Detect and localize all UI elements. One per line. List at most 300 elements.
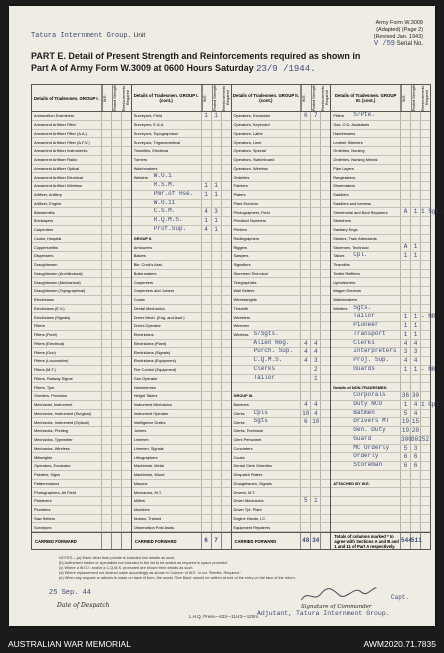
row-value: 10: [302, 409, 310, 417]
row-label: [232, 270, 302, 278]
row-value: [202, 331, 212, 339]
row-value: [301, 278, 311, 286]
row-value: [202, 270, 212, 278]
row-label-text: Sheetmetal and Boot Repairers: [333, 209, 388, 215]
row-value: 3: [311, 357, 321, 365]
table-row: [331, 515, 430, 524]
row-label: [32, 427, 102, 435]
carried-forward-value: [122, 533, 131, 549]
table-row: [331, 418, 430, 427]
table-row: [232, 375, 331, 384]
row-value: [321, 427, 330, 435]
row-label: [331, 252, 401, 260]
row-value: [411, 375, 421, 383]
table-row: [32, 313, 131, 322]
row-label-text: Joiners: [133, 428, 147, 434]
row-value: [321, 375, 330, 383]
row-label-text: Driver Tpt. Plant: [233, 507, 262, 513]
row-label-text: Operators, Excavator: [233, 113, 271, 119]
note-line: (c) Where a W.O.I. and/or a C.Q.M.S. promoted are shown their details as such.: [59, 566, 194, 570]
row-value: [122, 322, 131, 330]
carried-forward-value: [102, 533, 112, 549]
row-value: [421, 270, 430, 278]
row-label: [132, 261, 202, 269]
row-typed-entry: Cpls: [253, 409, 268, 416]
row-label: [132, 366, 202, 374]
carried-forward-row: [132, 532, 231, 549]
row-value: [122, 357, 131, 365]
row-value: [112, 305, 122, 313]
row-label-text: Welders: [333, 305, 348, 311]
table-row: [132, 480, 231, 489]
row-value: [421, 506, 430, 514]
row-value: [112, 278, 122, 286]
row-label: [132, 383, 202, 391]
row-value: [401, 182, 411, 190]
row-value: [122, 173, 131, 181]
row-label-text: Photographers, Air Field: [34, 489, 76, 495]
table-row: [132, 235, 231, 244]
row-label: [232, 418, 302, 426]
row-label-text: Cooks: [133, 297, 145, 303]
row-label-text: Electricians: [34, 297, 54, 303]
row-value: [311, 147, 321, 155]
row-value: [122, 331, 131, 339]
row-value: [411, 278, 421, 286]
row-value: [222, 331, 231, 339]
row-label: [32, 261, 102, 269]
carried-forward-row: [32, 532, 131, 549]
row-value: [222, 453, 231, 461]
row-value: [301, 156, 311, 164]
row-label: [132, 436, 202, 444]
row-value: [222, 182, 231, 190]
row-label: [132, 418, 202, 426]
row-value: [102, 471, 112, 479]
row-value: [202, 523, 212, 531]
row-value: [212, 305, 222, 313]
row-value: 19: [401, 427, 410, 434]
row-label: [132, 226, 202, 234]
row-value: [321, 331, 330, 339]
row-value: 1: [411, 252, 421, 260]
row-value: [102, 208, 112, 216]
row-label-text: Patternmakers: [34, 480, 60, 486]
row-value: [321, 523, 330, 531]
row-value: [102, 313, 112, 321]
row-value: [122, 305, 131, 313]
row-value: [112, 112, 122, 120]
row-label: [331, 305, 401, 313]
row-value: [122, 217, 131, 225]
row-label: [232, 348, 302, 356]
row-label: [132, 453, 202, 461]
row-value: [212, 523, 222, 531]
row-value: [222, 208, 231, 216]
row-value: [301, 331, 311, 339]
table-row: [32, 261, 131, 270]
row-label: [232, 515, 302, 523]
row-value: [421, 217, 430, 225]
table-row: [232, 340, 331, 349]
row-value: [321, 383, 330, 391]
row-value: 5: [401, 445, 411, 453]
row-label-text: Masons: [133, 480, 148, 486]
table-row: [232, 217, 331, 226]
row-value: 1: [202, 217, 212, 225]
row-value: [122, 453, 131, 461]
row-label-text: Artificer, Artillery: [34, 192, 62, 198]
row-value: [411, 270, 421, 278]
row-label: [32, 208, 102, 216]
row-label-text: Moulders: [133, 507, 150, 513]
row-value: [311, 173, 321, 181]
row-label: [32, 305, 102, 313]
carried-forward-label: CARRIED FORWARD: [32, 533, 102, 549]
row-value: [321, 217, 330, 225]
despatch-label: Date of Despatch: [57, 602, 110, 609]
table-row: [232, 147, 331, 156]
row-label: [32, 401, 102, 409]
row-value: 1: [411, 331, 421, 339]
row-typed-entry: Prof.Sup.: [153, 225, 187, 232]
row-label-text: Armament Artificer Optical: [34, 165, 80, 171]
row-value: [122, 252, 131, 260]
row-label-text: Millwrights: [34, 454, 53, 460]
table-row: [32, 340, 131, 349]
row-value: [401, 383, 411, 391]
row-value: [112, 182, 122, 190]
row-value: [411, 200, 421, 208]
row-label: [331, 112, 401, 120]
row-value: [202, 497, 212, 505]
row-value: [321, 445, 330, 453]
row-label-text: Surveyors, Field: [133, 113, 162, 119]
row-value: [102, 331, 112, 339]
row-value: [411, 480, 421, 488]
printer-imprint: L.H.Q. Press—433—11/43—120m.: [189, 614, 260, 619]
row-label: [132, 375, 202, 383]
row-label-text: Armourers: [133, 244, 152, 250]
table-row: [232, 191, 331, 200]
table-row: [132, 418, 231, 427]
table-row: [32, 462, 131, 471]
table-group: [32, 85, 132, 549]
row-label: [32, 226, 102, 234]
table-row: [232, 252, 331, 261]
row-label: [132, 243, 202, 251]
table-row: [32, 471, 131, 480]
row-value: [222, 436, 231, 444]
row-value: 4: [401, 340, 411, 348]
table-row: [232, 322, 331, 331]
table-row: [331, 523, 430, 532]
row-value: [212, 331, 222, 339]
row-label: [32, 471, 102, 479]
table-row: [331, 165, 430, 174]
row-value: [301, 427, 311, 435]
row-value: [112, 418, 122, 426]
row-value: [202, 488, 212, 496]
row-value: [122, 506, 131, 514]
row-label: [32, 121, 102, 129]
table-row: [232, 436, 331, 445]
table-row: [232, 313, 331, 322]
row-value: - NR: [421, 365, 436, 373]
row-value: [301, 488, 311, 496]
group-title: Details of Tradesmen. GROUP II. (cont.): [232, 85, 302, 111]
row-value: [301, 200, 311, 208]
row-value: 1 Sgt.: [421, 208, 443, 216]
row-value: 6: [411, 462, 421, 470]
row-value: [122, 270, 131, 278]
row-label: [132, 348, 202, 356]
row-value: [102, 506, 112, 514]
row-value: [421, 112, 430, 120]
row-value: 4: [202, 208, 212, 216]
row-label: [132, 270, 202, 278]
row-value: [122, 523, 131, 531]
row-value: [321, 480, 330, 488]
row-label: [132, 208, 202, 216]
row-value: [401, 480, 411, 488]
table-row: [132, 270, 231, 279]
carried-forward-label: Totals of columns marked * to agree with Sections A and B and 1 and 11 of Part A respectively.: [331, 533, 401, 549]
row-label-text: Driver-Operator: [133, 323, 161, 329]
carried-forward-value: [421, 533, 430, 549]
row-value: 1: [401, 366, 411, 374]
row-value: [102, 217, 112, 225]
table-row: [132, 191, 231, 200]
table-row: [331, 383, 430, 392]
row-label-text: Details of NON-TRADESMEN: [333, 384, 387, 390]
table-row: [331, 322, 430, 331]
row-typed-entry: Guard: [353, 435, 372, 442]
adjutant-line: Adjutant, Tatura Internment Group.: [257, 610, 390, 617]
row-label-text: Clerks: [233, 410, 245, 416]
table-row: [32, 156, 131, 165]
row-value: [301, 305, 311, 313]
row-value: [222, 445, 231, 453]
row-label: [331, 261, 401, 269]
page-title: [31, 50, 431, 75]
row-value: [311, 471, 321, 479]
row-typed-entry: Storeman: [353, 462, 383, 468]
row-value: [401, 226, 411, 234]
row-value: [122, 235, 131, 243]
table-row: [32, 453, 131, 462]
row-value: [122, 138, 131, 146]
table-row: [331, 445, 430, 454]
row-value: [122, 436, 131, 444]
row-value: [212, 357, 222, 365]
row-label: [32, 270, 102, 278]
row-value: [222, 313, 231, 321]
row-typed-entry: Alien Reg.: [253, 339, 290, 346]
row-typed-entry: Batmen: [353, 409, 375, 416]
row-label: [331, 138, 401, 146]
row-value: [421, 322, 430, 330]
row-value: [321, 270, 330, 278]
table-row: [331, 506, 430, 515]
table-row: [232, 182, 331, 191]
table-row: [132, 226, 231, 235]
row-label: [32, 278, 102, 286]
row-value: [102, 261, 112, 269]
row-value: [202, 322, 212, 330]
table-row: [132, 138, 231, 147]
table-row: [331, 130, 430, 139]
row-value: [102, 235, 112, 243]
row-value: [112, 147, 122, 155]
carried-forward-value: 6: [202, 533, 212, 549]
row-label-text: Stretchers: [333, 218, 351, 224]
row-label: [232, 410, 302, 418]
row-value: 300: [401, 435, 412, 443]
row-value: [222, 296, 231, 304]
row-value: [202, 138, 212, 146]
table-row: [132, 375, 231, 384]
table-row: [132, 112, 231, 121]
row-label: [32, 191, 102, 199]
row-label: [232, 366, 302, 374]
row-label: [232, 191, 302, 199]
row-value: [321, 313, 330, 321]
row-value: [122, 130, 131, 138]
row-value: 1: [212, 191, 222, 199]
row-label-text: Wheelers: [233, 314, 250, 320]
row-label: [132, 462, 202, 470]
row-label: [232, 130, 302, 138]
row-value: [102, 226, 112, 234]
title-line-2: [31, 62, 431, 75]
row-value: [411, 130, 421, 138]
row-value: 30: [411, 392, 420, 399]
note-line: (d) Where replacement not desired make accordingly as shown in Column of W.E. in col. 'Reinfts. Required.': [59, 571, 241, 575]
row-value: 5: [401, 410, 411, 418]
row-label-text: Orderlies: [233, 174, 250, 180]
row-label: [232, 121, 302, 129]
row-label-text: Fitters: [34, 323, 45, 329]
row-value: [112, 243, 122, 251]
row-value: [311, 121, 321, 129]
row-value: [311, 200, 321, 208]
row-value: [202, 506, 212, 514]
row-label: [32, 147, 102, 155]
row-value: [212, 130, 222, 138]
table-row: [32, 348, 131, 357]
table-row: [132, 130, 231, 139]
row-value: [212, 453, 222, 461]
row-label-text: Electricians (Plant): [133, 340, 167, 346]
row-value: [301, 270, 311, 278]
row-value: [112, 392, 122, 400]
table-row: [232, 173, 331, 182]
row-value: [411, 506, 421, 514]
row-value: [411, 471, 421, 479]
row-label-text: Grinders, Precision: [34, 393, 68, 399]
table-row: [331, 400, 443, 410]
row-value: [301, 138, 311, 146]
table-row: [32, 375, 131, 384]
row-typed-entry: Interpreters: [353, 348, 397, 355]
row-label-text: Textile Refitters: [333, 270, 360, 276]
row-value: 1: [411, 208, 421, 216]
row-label: [232, 523, 302, 531]
table-row: [232, 401, 331, 410]
column-header: Posted Strength: [212, 85, 222, 111]
row-value: [401, 200, 411, 208]
row-label-text: Fitters, Railway Signal: [34, 375, 73, 381]
row-value: [301, 191, 311, 199]
group-rows: [132, 112, 231, 532]
row-value: [122, 313, 131, 321]
row-value: [102, 121, 112, 129]
row-value: [321, 348, 330, 356]
row-label-text: Clerk Personnel: [233, 437, 262, 443]
table-row: [331, 357, 430, 366]
table-row: [232, 471, 331, 480]
row-value: [411, 121, 421, 129]
row-value: [102, 340, 112, 348]
row-value: [301, 165, 311, 173]
row-label-text: Tailors: [333, 253, 345, 259]
row-value: [102, 375, 112, 383]
table-row: [32, 331, 131, 340]
row-label: [32, 130, 102, 138]
row-value: 302: [411, 435, 422, 443]
table-row: [331, 340, 430, 349]
column-header: W.E.: [401, 85, 411, 111]
row-value: [102, 427, 112, 435]
table-row: [32, 138, 131, 147]
row-value: [301, 445, 311, 453]
table-row: [232, 305, 331, 314]
table-row: [132, 436, 231, 445]
row-label: [132, 322, 202, 330]
table-row: [331, 410, 430, 419]
row-label: [331, 182, 401, 190]
row-value: [102, 243, 112, 251]
row-value: [301, 515, 311, 523]
row-label-text: Draughtsmen, Signals: [233, 480, 272, 486]
table-row: [132, 445, 231, 454]
row-label-text: Upholsterers: [333, 279, 356, 285]
row-value: [321, 410, 330, 418]
row-label: [331, 471, 401, 479]
row-value: [102, 445, 112, 453]
row-value: [311, 445, 321, 453]
row-label-text: Saddlers and harness: [333, 200, 372, 206]
row-value: [401, 261, 411, 269]
row-value: [421, 480, 430, 488]
row-value: [421, 331, 430, 339]
row-value: 1: [411, 243, 421, 251]
row-typed-entry: Sgts: [253, 418, 268, 425]
row-value: [311, 296, 321, 304]
row-value: [401, 488, 411, 496]
row-typed-entry: C.S.M.: [153, 208, 176, 215]
row-label-text: Printers: [233, 227, 247, 233]
row-label: [132, 313, 202, 321]
row-label: [132, 138, 202, 146]
carried-forward-label: CARRIED FORWARD: [132, 533, 202, 549]
row-label-text: Mechanics, Instrument (Optical): [34, 419, 89, 425]
row-label: [331, 130, 401, 138]
row-value: [212, 348, 222, 356]
table-row: [32, 226, 131, 235]
row-value: [202, 200, 212, 208]
